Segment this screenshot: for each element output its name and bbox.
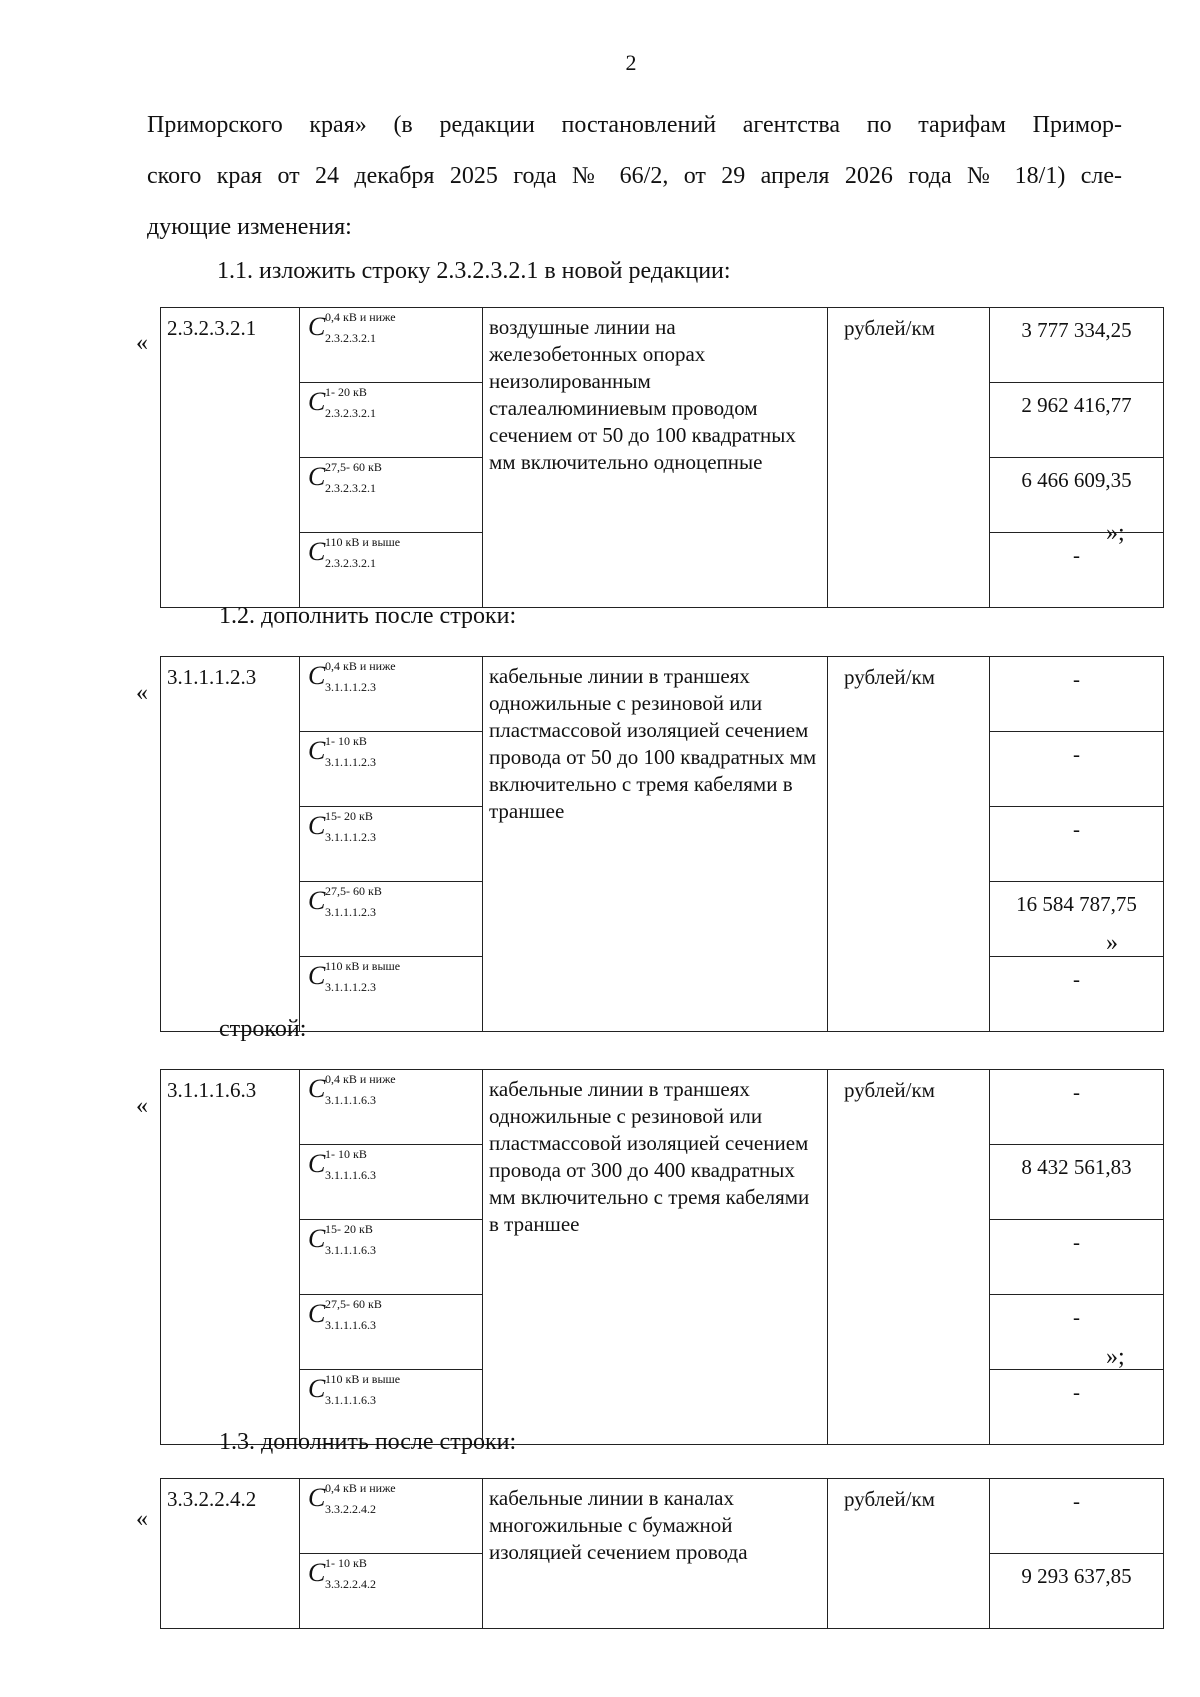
voltage-superscript: 15- 20 кВ — [325, 1222, 373, 1236]
rate-value: 9 293 637,85 — [990, 1554, 1164, 1629]
rate-symbol — [300, 458, 483, 533]
rate-symbol — [300, 1554, 483, 1629]
voltage-superscript: 110 кВ и выше — [325, 1372, 401, 1386]
voltage-superscript: 0,4 кВ и ниже — [325, 659, 396, 673]
code-subscript: 3.1.1.1.2.3 — [325, 980, 376, 994]
row-unit: рублей/км — [828, 657, 990, 1032]
row-unit: рублей/км — [828, 308, 990, 608]
rate-symbol — [300, 1070, 483, 1145]
code-subscript: 2.3.2.3.2.1 — [325, 556, 376, 570]
row-code: 2.3.2.3.2.1 — [161, 308, 300, 608]
code-subscript: 2.3.2.3.2.1 — [325, 481, 376, 495]
code-subscript: 2.3.2.3.2.1 — [325, 406, 376, 420]
voltage-superscript: 27,5- 60 кВ — [325, 460, 382, 474]
rate-symbol — [300, 732, 483, 807]
open-quote: « — [136, 680, 148, 706]
voltage-superscript: 110 кВ и выше — [325, 959, 401, 973]
rate-value: - — [990, 1479, 1164, 1554]
voltage-superscript: 1- 10 кВ — [325, 1147, 367, 1161]
voltage-superscript: 15- 20 кВ — [325, 809, 373, 823]
code-subscript: 3.1.1.1.2.3 — [325, 680, 376, 694]
voltage-superscript: 0,4 кВ и ниже — [325, 310, 396, 324]
intro-paragraph — [147, 100, 1122, 253]
code-subscript: 3.3.2.2.4.2 — [325, 1577, 376, 1591]
symbol-letter: C — [308, 462, 326, 491]
row-description: воздушные линии на железобетонных опорах неизолированным сталеалюминиевым проводом сечением от 50 до 100 квадратных мм включительно одноцепные — [483, 308, 828, 608]
rate-value: 16 584 787,75 — [990, 882, 1164, 957]
rate-value: - — [990, 957, 1164, 1032]
rate-symbol — [300, 807, 483, 882]
section-heading-1-2: 1.2. дополнить после строки: — [219, 603, 517, 629]
section-heading-1-1: 1.1. изложить строку 2.3.2.3.2.1 в новой редакции: — [217, 258, 731, 284]
rate-symbol — [300, 1220, 483, 1295]
code-subscript: 2.3.2.3.2.1 — [325, 331, 376, 345]
rate-value: - — [990, 1220, 1164, 1295]
intro-line: дующие изменения: — [147, 214, 352, 240]
symbol-letter: C — [308, 1149, 326, 1178]
stroke-label: строкой: — [219, 1016, 307, 1042]
tariff-table-2 — [160, 656, 1164, 1032]
symbol-letter: C — [308, 661, 326, 690]
voltage-superscript: 27,5- 60 кВ — [325, 1297, 382, 1311]
page-number: 2 — [625, 50, 637, 75]
open-quote: « — [136, 1093, 148, 1119]
rate-value: - — [990, 1070, 1164, 1145]
rate-value: 2 962 416,77 — [990, 383, 1164, 458]
table-row — [161, 1070, 1164, 1145]
code-subscript: 3.3.2.2.4.2 — [325, 1502, 376, 1516]
row-description: кабельные линии в траншеях одножильные с резиновой или пластмассовой изоляцией сечением провода от 50 до 100 квадратных мм включительно с тремя кабелями в траншее — [483, 657, 828, 1032]
rate-value: - — [990, 732, 1164, 807]
tariff-table-1 — [160, 307, 1164, 608]
table-row — [161, 308, 1164, 383]
voltage-superscript: 27,5- 60 кВ — [325, 884, 382, 898]
row-code: 3.1.1.1.6.3 — [161, 1070, 300, 1445]
close-quote: » — [1106, 930, 1118, 956]
symbol-letter: C — [308, 1224, 326, 1253]
rate-symbol — [300, 957, 483, 1032]
open-quote: « — [136, 330, 148, 356]
close-quote: »; — [1106, 1344, 1125, 1370]
symbol-letter: C — [308, 312, 326, 341]
section-heading-1-3: 1.3. дополнить после строки: — [219, 1429, 517, 1455]
symbol-letter: C — [308, 1074, 326, 1103]
voltage-superscript: 1- 10 кВ — [325, 1556, 367, 1570]
symbol-letter: C — [308, 387, 326, 416]
row-code: 3.3.2.2.4.2 — [161, 1479, 300, 1629]
rate-symbol — [300, 657, 483, 732]
rate-value: - — [990, 533, 1164, 608]
symbol-letter: C — [308, 1483, 326, 1512]
symbol-letter: C — [308, 811, 326, 840]
open-quote: « — [136, 1506, 148, 1532]
tariff-table-3 — [160, 1069, 1164, 1445]
row-code: 3.1.1.1.2.3 — [161, 657, 300, 1032]
intro-line: Приморского края» (в редакции постановлений агентства по тарифам Примор- — [147, 112, 1122, 138]
rate-value: - — [990, 1370, 1164, 1445]
close-quote: »; — [1106, 520, 1125, 546]
symbol-letter: C — [308, 961, 326, 990]
intro-line: ского края от 24 декабря 2025 года № 66/2, от 29 апреля 2026 года № 18/1) сле- — [147, 163, 1122, 189]
rate-value: - — [990, 1295, 1164, 1370]
symbol-letter: C — [308, 1374, 326, 1403]
symbol-letter: C — [308, 886, 326, 915]
code-subscript: 3.1.1.1.6.3 — [325, 1393, 376, 1407]
symbol-letter: C — [308, 537, 326, 566]
symbol-letter: C — [308, 736, 326, 765]
rate-value: - — [990, 657, 1164, 732]
code-subscript: 3.1.1.1.6.3 — [325, 1243, 376, 1257]
tariff-table-4 — [160, 1478, 1164, 1629]
rate-value: 3 777 334,25 — [990, 308, 1164, 383]
code-subscript: 3.1.1.1.2.3 — [325, 755, 376, 769]
code-subscript: 3.1.1.1.6.3 — [325, 1093, 376, 1107]
code-subscript: 3.1.1.1.6.3 — [325, 1318, 376, 1332]
table-row — [161, 657, 1164, 732]
row-unit: рублей/км — [828, 1070, 990, 1445]
code-subscript: 3.1.1.1.6.3 — [325, 1168, 376, 1182]
rate-value: 8 432 561,83 — [990, 1145, 1164, 1220]
rate-symbol — [300, 1145, 483, 1220]
table-row — [161, 1479, 1164, 1554]
code-subscript: 3.1.1.1.2.3 — [325, 830, 376, 844]
row-unit: рублей/км — [828, 1479, 990, 1629]
rate-symbol — [300, 383, 483, 458]
voltage-superscript: 1- 20 кВ — [325, 385, 367, 399]
rate-value: - — [990, 807, 1164, 882]
voltage-superscript: 0,4 кВ и ниже — [325, 1481, 396, 1495]
symbol-letter: C — [308, 1558, 326, 1587]
rate-value: 6 466 609,35 — [990, 458, 1164, 533]
rate-symbol — [300, 533, 483, 608]
code-subscript: 3.1.1.1.2.3 — [325, 905, 376, 919]
rate-symbol — [300, 882, 483, 957]
rate-symbol — [300, 308, 483, 383]
symbol-letter: C — [308, 1299, 326, 1328]
row-description: кабельные линии в каналах многожильные с бумажной изоляцией сечением провода — [483, 1479, 828, 1629]
voltage-superscript: 1- 10 кВ — [325, 734, 367, 748]
row-description: кабельные линии в траншеях одножильные с резиновой или пластмассовой изоляцией сечением провода от 300 до 400 квадратных мм включительно с тремя кабелями в траншее — [483, 1070, 828, 1445]
voltage-superscript: 0,4 кВ и ниже — [325, 1072, 396, 1086]
rate-symbol — [300, 1479, 483, 1554]
rate-symbol — [300, 1295, 483, 1370]
voltage-superscript: 110 кВ и выше — [325, 535, 401, 549]
